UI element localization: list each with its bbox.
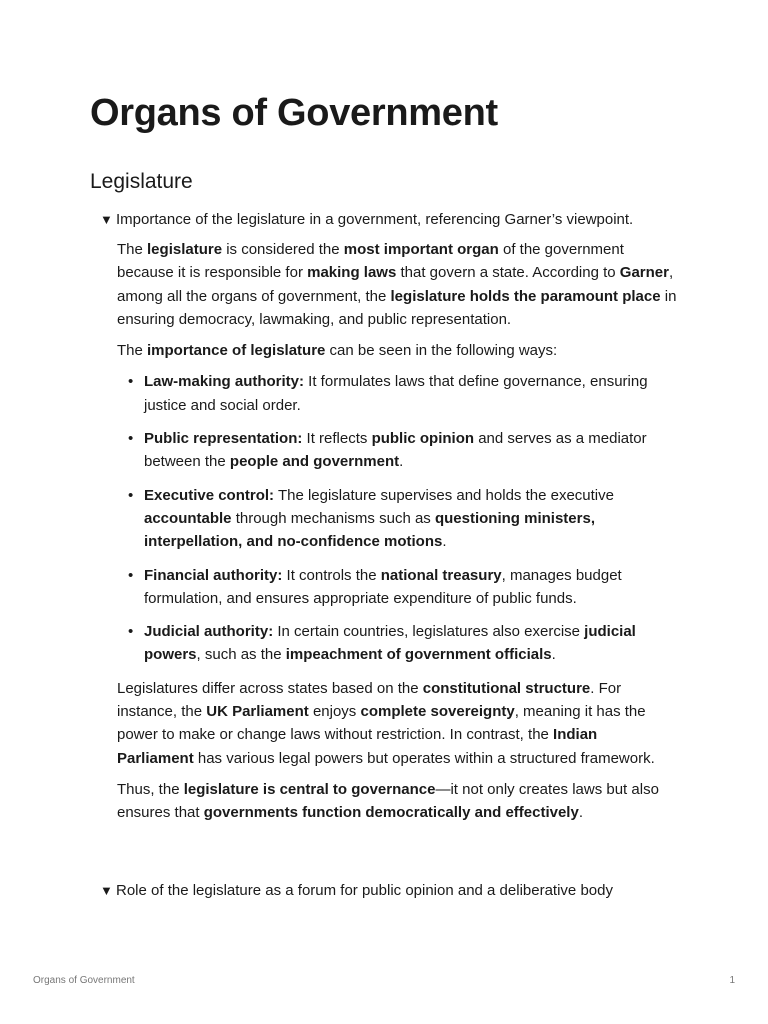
paragraph-differences: Legislatures differ across states based on the constitutional structure. For instance, the UK Parliament enjoys complete sovereignty, meaning it has the power to make or change laws without restriction. In contrast, the Indian Parliament has various legal powers but operates within a structured framework. bbox=[117, 679, 655, 767]
paragraph-conclusion: Thus, the legislature is central to governance—it not only creates laws but also ensures that governments function democratically and effectively. bbox=[117, 780, 659, 822]
toggle-content bbox=[117, 238, 677, 833]
bullet-icon: • bbox=[128, 623, 134, 641]
toggle-label: Role of the legislature as a forum for public opinion and a deliberative body bbox=[116, 882, 613, 899]
bullet-icon: • bbox=[128, 566, 134, 584]
bullet-icon: • bbox=[128, 430, 134, 448]
section-heading-legislature: Legislature bbox=[90, 170, 193, 193]
list-item-judicial-authority: • Judicial authority: In certain countries, legislatures also exercise judicial powers, such as the impeachment of government officials. bbox=[144, 620, 677, 667]
paragraph-importance: The importance of legislature can be seen in the following ways: bbox=[117, 342, 558, 360]
toggle-label: Importance of the legislature in a government, referencing Garner’s viewpoint. bbox=[116, 211, 634, 228]
list-item-public-representation: • Public representation: It reflects public opinion and serves as a mediator between the people and government. bbox=[144, 427, 677, 474]
toggle-role-of-legislature[interactable] bbox=[100, 879, 613, 902]
footer-page-number: 1 bbox=[729, 975, 735, 986]
importance-list bbox=[117, 370, 677, 666]
footer-document-title: Organs of Government bbox=[33, 975, 135, 986]
paragraph-intro: The legislature is considered the most important organ of the government because it is responsible for making laws that govern a state. According to Garner, among all the organs of government, the legislature holds the paramount place in ensuring democracy, lawmaking, and public representation. bbox=[117, 241, 677, 328]
page-title: Organs of Government bbox=[90, 92, 498, 134]
list-item-law-making: • Law-making authority: It formulates laws that define governance, ensuring justice and social order. bbox=[144, 370, 677, 417]
list-item-executive-control: • Executive control: The legislature supervises and holds the executive accountable through mechanisms such as questioning ministers, interpellation, and no-confidence motions. bbox=[144, 484, 677, 554]
toggle-importance-of-legislature[interactable] bbox=[100, 208, 633, 231]
triangle-down-icon[interactable]: ▼ bbox=[100, 883, 113, 898]
triangle-down-icon[interactable]: ▼ bbox=[100, 212, 113, 227]
list-item-financial-authority: • Financial authority: It controls the national treasury, manages budget formulation, and ensures appropriate expenditure of public funds. bbox=[144, 564, 677, 611]
bullet-icon: • bbox=[128, 373, 134, 391]
bullet-icon: • bbox=[128, 486, 134, 504]
